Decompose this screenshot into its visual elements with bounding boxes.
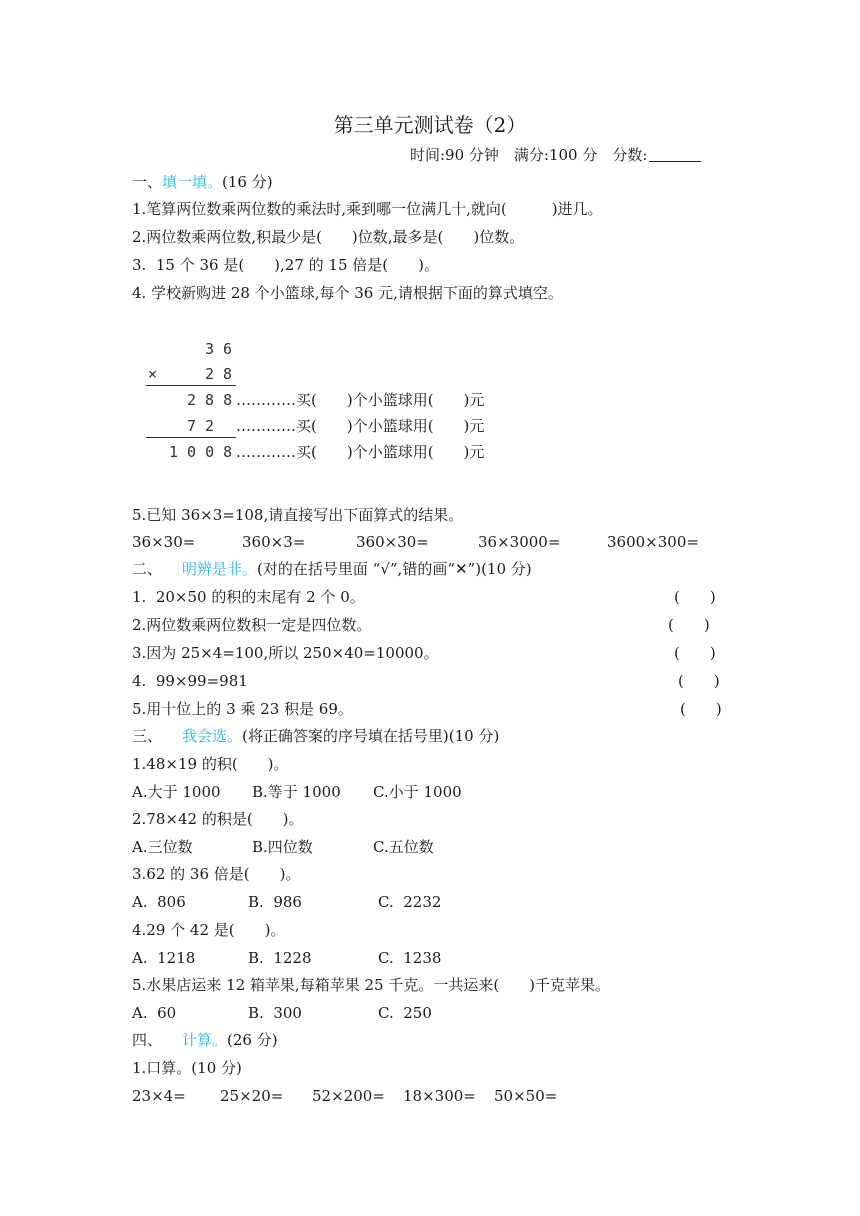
section4-heading [132, 1030, 278, 1050]
section4-name: 计算。 [182, 1031, 228, 1049]
s2-item-4: 4. 99×99=981 [132, 672, 248, 690]
vertical-fill-2: …………买( )个小篮球用( )元 [236, 417, 485, 435]
score-blank [649, 145, 701, 162]
s3-q3-option-b: B. 986 [248, 893, 302, 911]
s3-q2-option-b: B.四位数 [252, 838, 313, 856]
vertical-fill-3: …………买( )个小篮球用( )元 [236, 443, 485, 461]
s1-q5-item-2: 360×3= [242, 533, 306, 551]
s2-item-3-paren: ( ) [674, 644, 716, 662]
s3-q1-option-b: B.等于 1000 [252, 783, 341, 801]
s1-q5-item-4: 36×3000= [478, 533, 561, 551]
s1-q5-item-5: 3600×300= [607, 533, 699, 551]
s3-q3-option-c: C. 2232 [378, 893, 442, 911]
s3-question-2: 2.78×42 的积是( )。 [132, 810, 304, 828]
s3-q4-option-a: A. 1218 [132, 949, 196, 967]
section4-score: (26 分) [227, 1031, 278, 1049]
s4-item-1: 23×4= [132, 1087, 186, 1105]
section1-score: (16 分) [222, 173, 273, 191]
s2-item-2: 2.两位数乘两位数积一定是四位数。 [132, 616, 372, 634]
section3-name: 我会选。 [182, 727, 243, 745]
s2-item-5-paren: ( ) [680, 700, 722, 718]
section3-heading [132, 726, 499, 746]
s3-question-5: 5.水果店运来 12 箱苹果,每箱苹果 25 千克。一共运来( )千克苹果。 [132, 976, 611, 994]
s4-item-4: 18×300= [403, 1087, 476, 1105]
section2-label: 二、 [132, 560, 163, 578]
s3-question-3: 3.62 的 36 倍是( )。 [132, 865, 301, 883]
s3-q4-option-c: C. 1238 [378, 949, 442, 967]
exam-meta-text: 时间:90 分钟 满分:100 分 分数: [410, 146, 648, 164]
s3-q5-option-b: B. 300 [248, 1004, 302, 1022]
s2-item-2-paren: ( ) [668, 616, 710, 634]
section2-name: 明辨是非。 [182, 560, 258, 578]
section3-rest: (将正确答案的序号填在括号里)(10 分) [242, 727, 500, 745]
s1-question-2: 2.两位数乘两位数,积最少是( )位数,最多是( )位数。 [132, 228, 525, 246]
s4-item-2: 25×20= [220, 1087, 284, 1105]
vertical-times-sign: × [148, 365, 158, 383]
vertical-rule-1 [146, 385, 236, 386]
s1-question-5: 5.已知 36×3=108,请直接写出下面算式的结果。 [132, 506, 464, 524]
section1-name: 填一填。 [162, 173, 223, 191]
section3-label: 三、 [132, 727, 163, 745]
s1-q5-item-1: 36×30= [132, 533, 196, 551]
section2-heading [132, 559, 532, 579]
section2-rest: (对的在括号里面 “√”,错的画“✕”)(10 分) [257, 560, 532, 578]
vertical-row-multiplier: 2 8 [205, 365, 233, 383]
vertical-row-product: 1 0 0 8 [169, 443, 233, 461]
exam-meta [410, 145, 701, 165]
page-title: 第三单元测试卷（2） [333, 113, 527, 137]
section1-label: 一、 [132, 173, 163, 191]
vertical-rule-2 [146, 437, 236, 438]
vertical-row-partial-1: 2 8 8 [187, 391, 233, 409]
s3-q1-option-a: A.大于 1000 [132, 783, 221, 801]
s3-q3-option-a: A. 806 [132, 893, 186, 911]
s2-item-1: 1. 20×50 的积的末尾有 2 个 0。 [132, 588, 365, 606]
s3-q2-option-a: A.三位数 [132, 838, 193, 856]
s2-item-5: 5.用十位上的 3 乘 23 积是 69。 [132, 700, 353, 718]
s4-item-3: 52×200= [312, 1087, 385, 1105]
s2-item-4-paren: ( ) [678, 672, 720, 690]
vertical-row-multiplicand: 3 6 [205, 340, 233, 358]
s1-question-3: 3. 15 个 36 是( ),27 的 15 倍是( )。 [132, 256, 439, 274]
s3-q5-option-c: C. 250 [378, 1004, 432, 1022]
s1-question-1: 1.笔算两位数乘两位数的乘法时,乘到哪一位满几十,就向( )进几。 [132, 200, 603, 218]
s4-sub-1: 1.口算。(10 分) [132, 1059, 242, 1077]
s3-question-1: 1.48×19 的积( )。 [132, 755, 289, 773]
section4-label: 四、 [132, 1031, 163, 1049]
s2-item-1-paren: ( ) [674, 588, 716, 606]
s3-q5-option-a: A. 60 [132, 1004, 177, 1022]
s2-item-3: 3.因为 25×4=100,所以 250×40=10000。 [132, 644, 439, 662]
s1-question-4: 4. 学校新购进 28 个小篮球,每个 36 元,请根据下面的算式填空。 [132, 284, 563, 302]
vertical-row-partial-2: 7 2 [187, 417, 215, 435]
s3-q2-option-c: C.五位数 [373, 838, 434, 856]
s4-item-5: 50×50= [494, 1087, 558, 1105]
s3-q4-option-b: B. 1228 [248, 949, 312, 967]
s3-q1-option-c: C.小于 1000 [373, 783, 462, 801]
vertical-fill-1: …………买( )个小篮球用( )元 [236, 391, 485, 409]
s3-question-4: 4.29 个 42 是( )。 [132, 921, 286, 939]
section1-heading [132, 172, 273, 192]
s1-q5-item-3: 360×30= [356, 533, 429, 551]
